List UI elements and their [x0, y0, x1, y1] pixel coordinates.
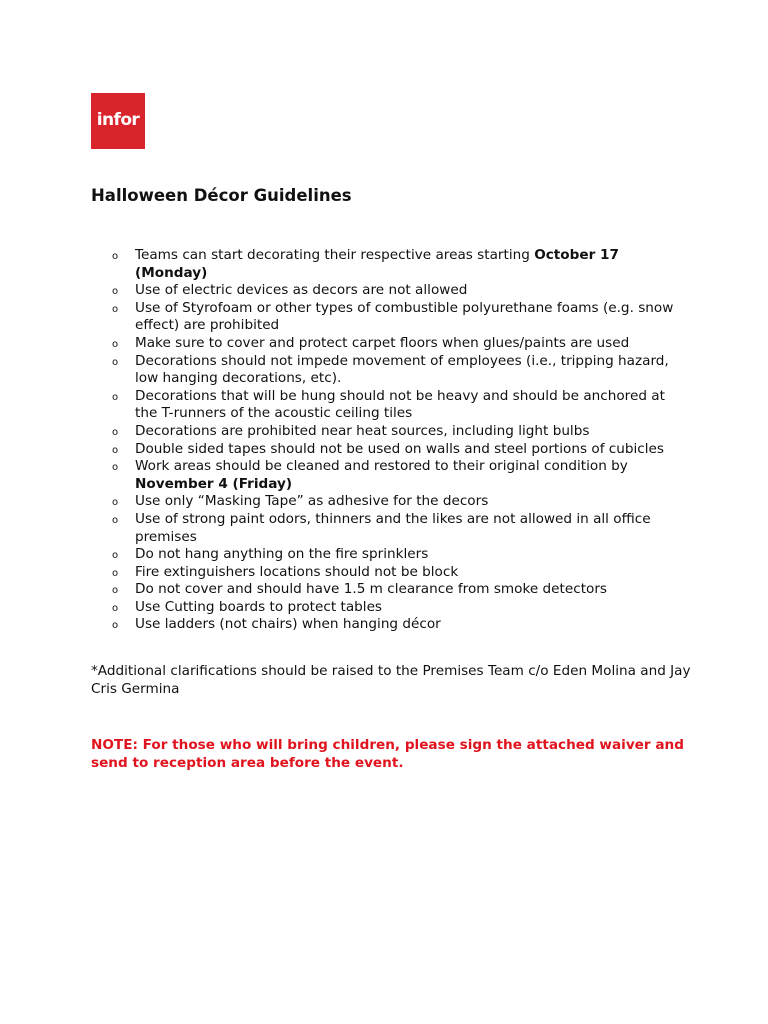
guideline-text: Decorations that will be hung should not be heavy and should be anchored at the T-runners of the acoustic ceiling tiles [135, 387, 665, 422]
bullet-circle-icon: o [112, 356, 119, 368]
bullet-circle-icon: o [112, 602, 119, 614]
guideline-item [112, 458, 682, 493]
bullet-circle-icon: o [112, 514, 119, 526]
guideline-item [112, 599, 682, 617]
guideline-item [112, 511, 682, 546]
bullet-circle-icon: o [112, 444, 119, 456]
guideline-item [112, 616, 682, 634]
guideline-date: October 17 (Monday) [135, 247, 619, 281]
bullet-circle-icon: o [112, 497, 119, 509]
bullet-circle-icon: o [112, 585, 119, 597]
guideline-text: Double sided tapes should not be used on walls and steel portions of cubicles [135, 440, 664, 457]
bullet-circle-icon: o [112, 303, 119, 315]
page-title: Halloween Décor Guidelines [91, 186, 352, 205]
guideline-item [112, 335, 682, 353]
bullet-circle-icon: o [112, 462, 119, 474]
guideline-text: Do not cover and should have 1.5 m clearance from smoke detectors [135, 581, 608, 598]
guideline-text: Do not hang anything on the fire sprinklers [135, 546, 429, 563]
guideline-text: Use Cutting boards to protect tables [135, 598, 383, 615]
guideline-item [112, 247, 682, 282]
bullet-circle-icon: o [112, 286, 119, 298]
bullet-circle-icon: o [112, 251, 119, 262]
guideline-text: Teams can start decorating their respective areas starting [135, 247, 535, 263]
bullet-circle-icon: o [112, 550, 119, 562]
guideline-item [112, 300, 682, 335]
guideline-text: Work areas should be cleaned and restored to their original condition by [135, 458, 628, 475]
guideline-date: November 4 (Friday) [135, 475, 293, 492]
guideline-item [112, 282, 682, 300]
guideline-item [112, 423, 682, 441]
children-waiver-note: NOTE: For those who will bring children, please sign the attached waiver and send to reception area before the event. [91, 737, 684, 771]
guideline-item [112, 564, 682, 582]
guideline-text: Decorations are prohibited near heat sources, including light bulbs [135, 422, 590, 439]
guideline-text: Fire extinguishers locations should not be block [135, 563, 459, 580]
guideline-text: Use ladders (not chairs) when hanging décor [135, 616, 441, 633]
bullet-circle-icon: o [112, 620, 119, 632]
guideline-text: Use of Styrofoam or other types of combustible polyurethane foams (e.g. snow effect) are prohibited [135, 299, 674, 334]
bullet-circle-icon: o [112, 391, 119, 403]
guideline-text: Decorations should not impede movement of employees (i.e., tripping hazard, low hanging decorations, etc). [135, 352, 669, 387]
bullet-circle-icon: o [112, 338, 119, 350]
guideline-item [112, 581, 682, 599]
infor-logo [91, 93, 145, 149]
guideline-text: Use only “Masking Tape” as adhesive for the decors [135, 493, 489, 510]
guidelines-list [112, 247, 682, 634]
guideline-text: Use of strong paint odors, thinners and the likes are not allowed in all office premises [135, 510, 651, 545]
additional-clarifications-note: *Additional clarifications should be raised to the Premises Team c/o Eden Molina and Jay Cris Germina [91, 663, 691, 697]
guideline-item [112, 546, 682, 564]
bullet-circle-icon: o [112, 426, 119, 438]
guideline-item [112, 388, 682, 423]
guideline-item [112, 493, 682, 511]
guideline-item [112, 353, 682, 388]
bullet-circle-icon: o [112, 567, 119, 579]
guideline-text: Use of electric devices as decors are not allowed [135, 282, 468, 299]
guideline-text: Make sure to cover and protect carpet floors when glues/paints are used [135, 334, 630, 351]
guideline-item [112, 441, 682, 459]
logo-text: infor [96, 110, 140, 130]
